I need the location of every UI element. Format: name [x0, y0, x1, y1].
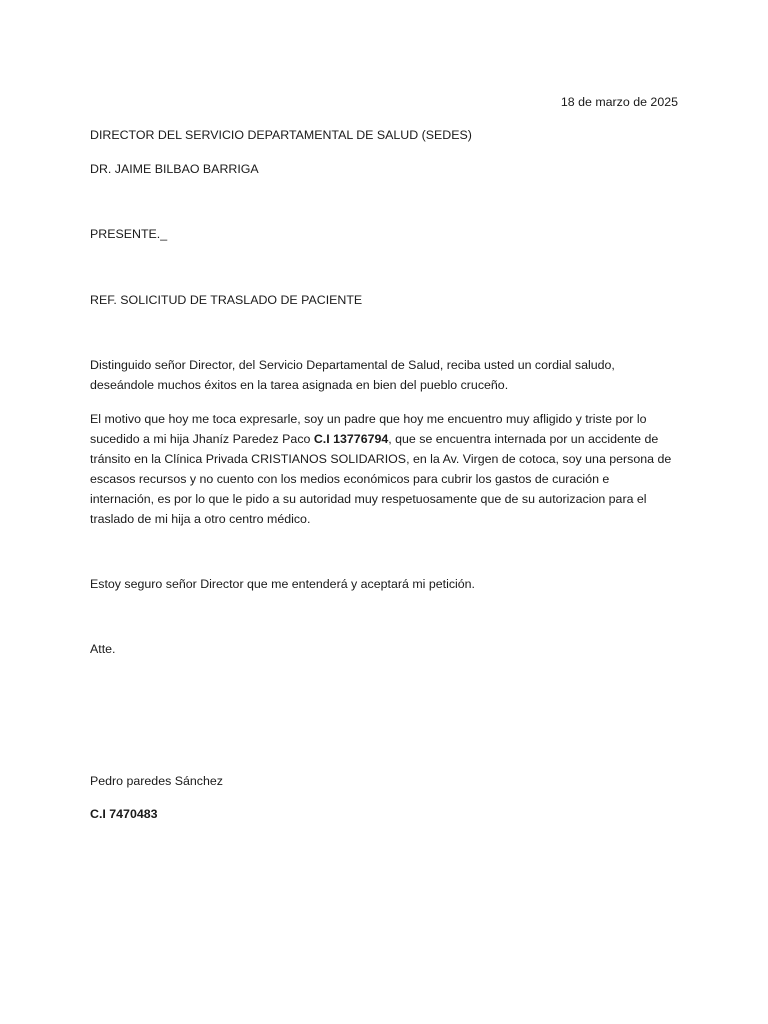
recipient-name: DR. JAIME BILBAO BARRIGA: [90, 162, 259, 176]
signer-ci: C.I 7470483: [90, 807, 158, 821]
reference-line: REF. SOLICITUD DE TRASLADO DE PACIENTE: [90, 293, 363, 307]
closing-statement: Estoy seguro señor Director que me entenderá y aceptará mi petición.: [90, 577, 475, 591]
presente-line: PRESENTE._: [90, 227, 168, 241]
patient-ci: C.I 13776794: [313, 432, 389, 446]
greeting-line: deseándole muchos éxitos en la tarea asignada en bien del pueblo cruceño.: [90, 378, 509, 392]
body-line: tránsito en la Clínica Privada CRISTIANOS SOLIDARIOS, en la Av. Virgen de cotoca, soy una persona de: [90, 452, 672, 466]
body-line: El motivo que hoy me toca expresarle, soy un padre que hoy me encuentro muy afligido y triste por lo: [90, 412, 647, 426]
greeting-line: Distinguido señor Director, del Servicio Departamental de Salud, reciba usted un cordial saludo,: [90, 358, 615, 372]
body-paragraph: [90, 409, 680, 529]
body-text: , que se encuentra internada por un accidente de: [388, 432, 659, 446]
atte-line: Atte.: [90, 642, 116, 656]
body-line: escasos recursos y no cuento con los medios económicos para cubrir los gastos de curación e: [90, 472, 610, 486]
body-line: internación, es por lo que le pido a su autoridad muy respetuosamente que de su autorizacion para el: [90, 492, 647, 506]
letter-date: 18 de marzo de 2025: [560, 95, 678, 109]
body-line: traslado de mi hija a otro centro médico.: [90, 512, 311, 526]
signer-name: Pedro paredes Sánchez: [90, 774, 223, 788]
greeting-paragraph: [90, 355, 680, 395]
body-text: sucedido a mi hija Jhaníz Paredez Paco: [90, 432, 314, 446]
recipient-title: DIRECTOR DEL SERVICIO DEPARTAMENTAL DE SALUD (SEDES): [90, 128, 472, 142]
body-line: [90, 429, 680, 449]
